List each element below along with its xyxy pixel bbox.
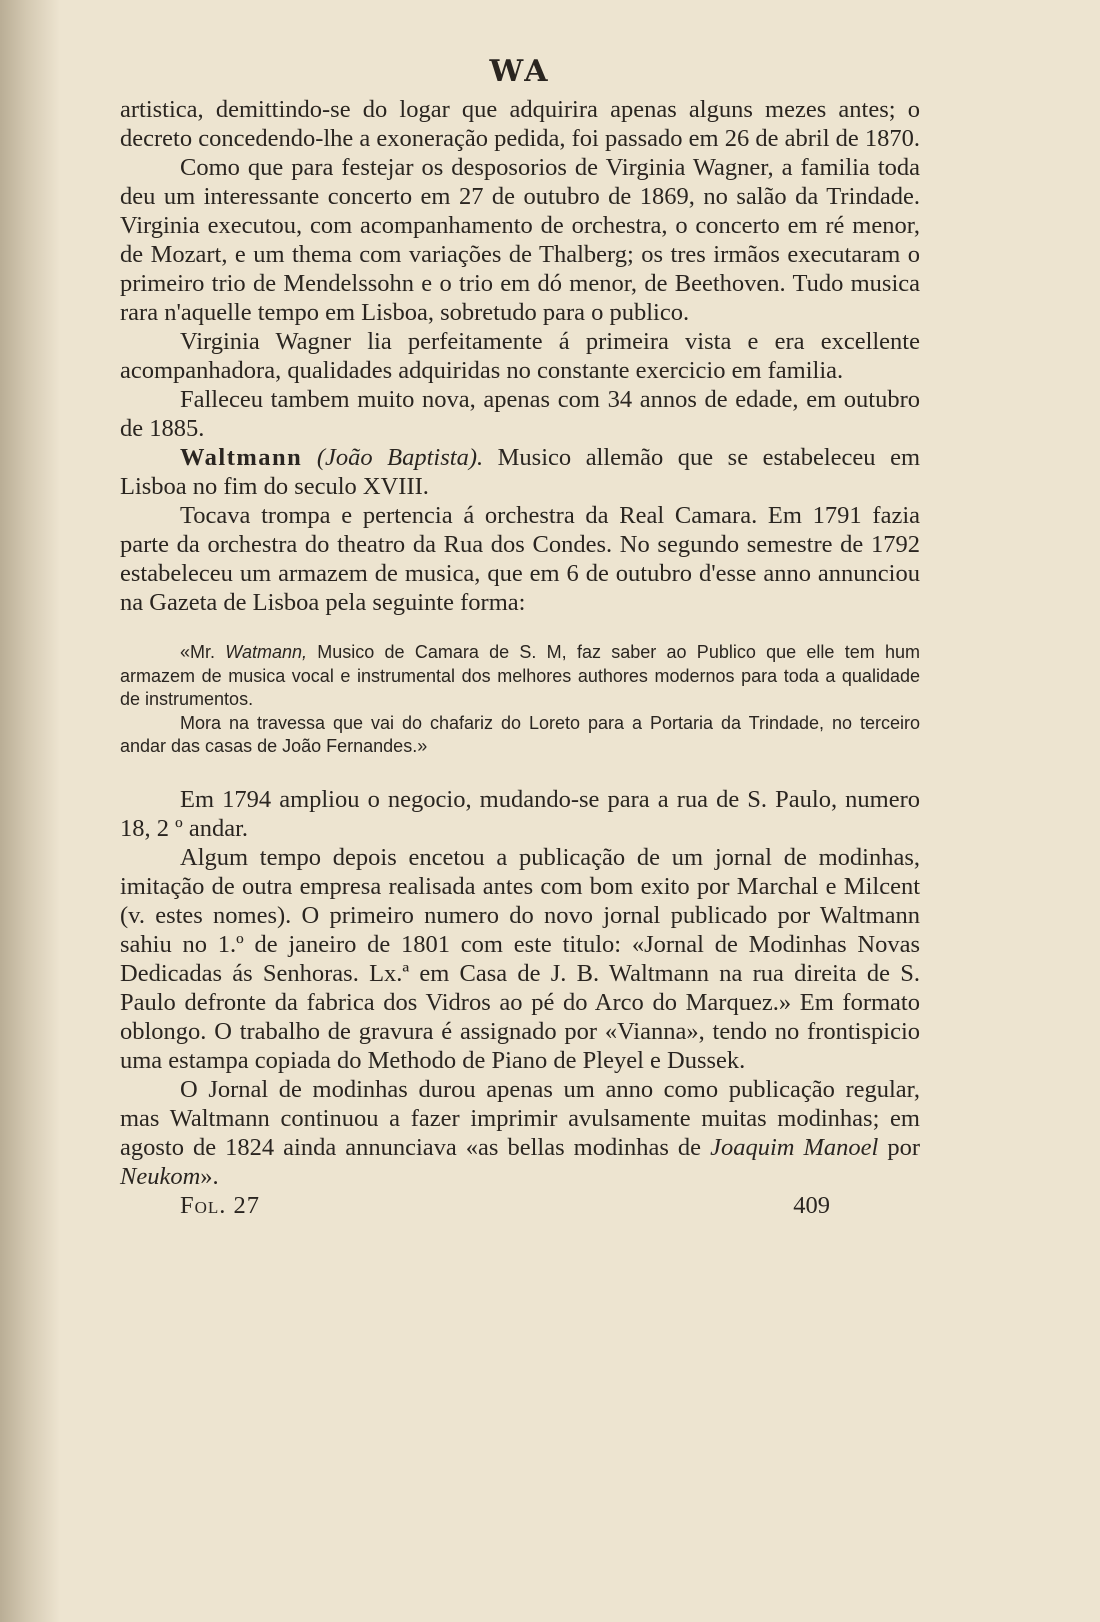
paragraph-jornal: Algum tempo depois encetou a publicação de um jornal de modinhas, imitação de outra empresa realisada antes com bom exito por Marchal e Milcent (v. estes nomes). O primeiro numero do novo jornal publicado por Waltmann sahiu no 1.º de janeiro de 1801 com este titulo: «Jornal de Modinhas Novas Dedicadas ás Senhoras. Lx.ª em Casa de J. B. Waltmann na rua direita de S. Paulo defronte da fabrica dos Vidros ao pé do Arco do Marquez.» Em formato oblongo. O trabalho de gravura é assignado por «Vianna», tendo no frontispicio uma estampa copiada do Methodo de Piano de Pleyel e Dussek. xyxy=(120,843,920,1074)
running-head: WA xyxy=(489,54,551,89)
paragraph-trompa: Tocava trompa e pertencia á orchestra da Real Camara. Em 1791 fazia parte da orchestra do theatro da Rua dos Condes. No segundo semestre de 1792 estabeleceu um armazem de musica, que em 6 de outubro d'esse anno annunciou na Gazeta de Lisboa pela seguinte forma: xyxy=(120,502,920,616)
author-name: Neukom xyxy=(120,1162,201,1190)
composer-name: Joaquim Manoel xyxy=(710,1133,879,1161)
book-spine-shadow xyxy=(0,0,60,1622)
quote-paragraph-2: Mora na travessa que vai do chafariz do Loreto para a Portaria da Trindade, no terceiro andar das casas de João Fernandes.» xyxy=(120,712,920,756)
entry-given-names: (João Baptista). xyxy=(316,444,484,471)
paragraph-death: Falleceu tambem muito nova, apenas com 34 annos de edade, em outubro de 1885. xyxy=(120,386,920,442)
quote-open: «Mr. xyxy=(180,642,226,662)
modinhas-text: O Jornal de modinhas durou apenas um anno como publicação regular, mas Waltmann continuou a fazer imprimir avulsamente muitas modinhas; em agosto de 1824 ainda annunciava «as bellas modinhas de xyxy=(120,1075,920,1161)
body-text-continued xyxy=(120,785,920,1191)
quote-name: Watmann, xyxy=(225,642,307,662)
modinhas-end: ». xyxy=(200,1162,219,1190)
quote-text-1: Musico de Camara de S. M, faz saber ao Publico que elle tem hum armazem de musica vocal e instrumental dos melhores authores modernos para toda a qualidade de instrumentos. xyxy=(120,642,920,709)
entry-description: Musico allemão que se estabeleceu em Lisboa no fim do seculo XVIII. xyxy=(120,444,920,500)
entry-waltmann xyxy=(120,443,920,501)
paragraph-concert: Como que para festejar os desposorios de Virginia Wagner, a familia toda deu um interessante concerto em 27 de outubro de 1869, no salão da Trindade. Virginia executou, com acompanhamento de orchestra, o concerto em ré menor, de Mozart, e um thema com variações de Thalberg; os tres irmãos executaram o primeiro trio de Mendelssohn e o trio em dó menor, de Beethoven. Tudo musica rara n'aquelle tempo em Lisboa, sobretudo para o publico. xyxy=(120,154,920,326)
book-page xyxy=(120,55,920,1221)
paragraph-continued: artistica, demittindo-se do logar que adquirira apenas alguns mezes antes; o decreto concedendo-lhe a exoneração pedida, foi passado em 26 de abril de 1870. xyxy=(120,96,920,152)
page-number: 409 xyxy=(793,1191,830,1219)
paragraph-modinhas xyxy=(120,1075,920,1191)
entry-headword: Waltmann xyxy=(180,444,303,471)
paragraph-accompanist: Virginia Wagner lia perfeitamente á primeira vista e era excellente acompanhadora, qualidades adquiridas no constante exercicio em familia. xyxy=(120,328,920,384)
body-text xyxy=(120,95,920,617)
folio-signature: Fol. 27 xyxy=(180,1191,261,1219)
gazette-quotation xyxy=(120,641,920,759)
quote-paragraph-1 xyxy=(120,641,920,712)
modinhas-mid: por xyxy=(878,1133,920,1161)
paragraph-rua-sao-paulo: Em 1794 ampliou o negocio, mudando-se para a rua de S. Paulo, numero 18, 2 º andar. xyxy=(120,785,920,842)
page-footer xyxy=(120,1191,920,1221)
